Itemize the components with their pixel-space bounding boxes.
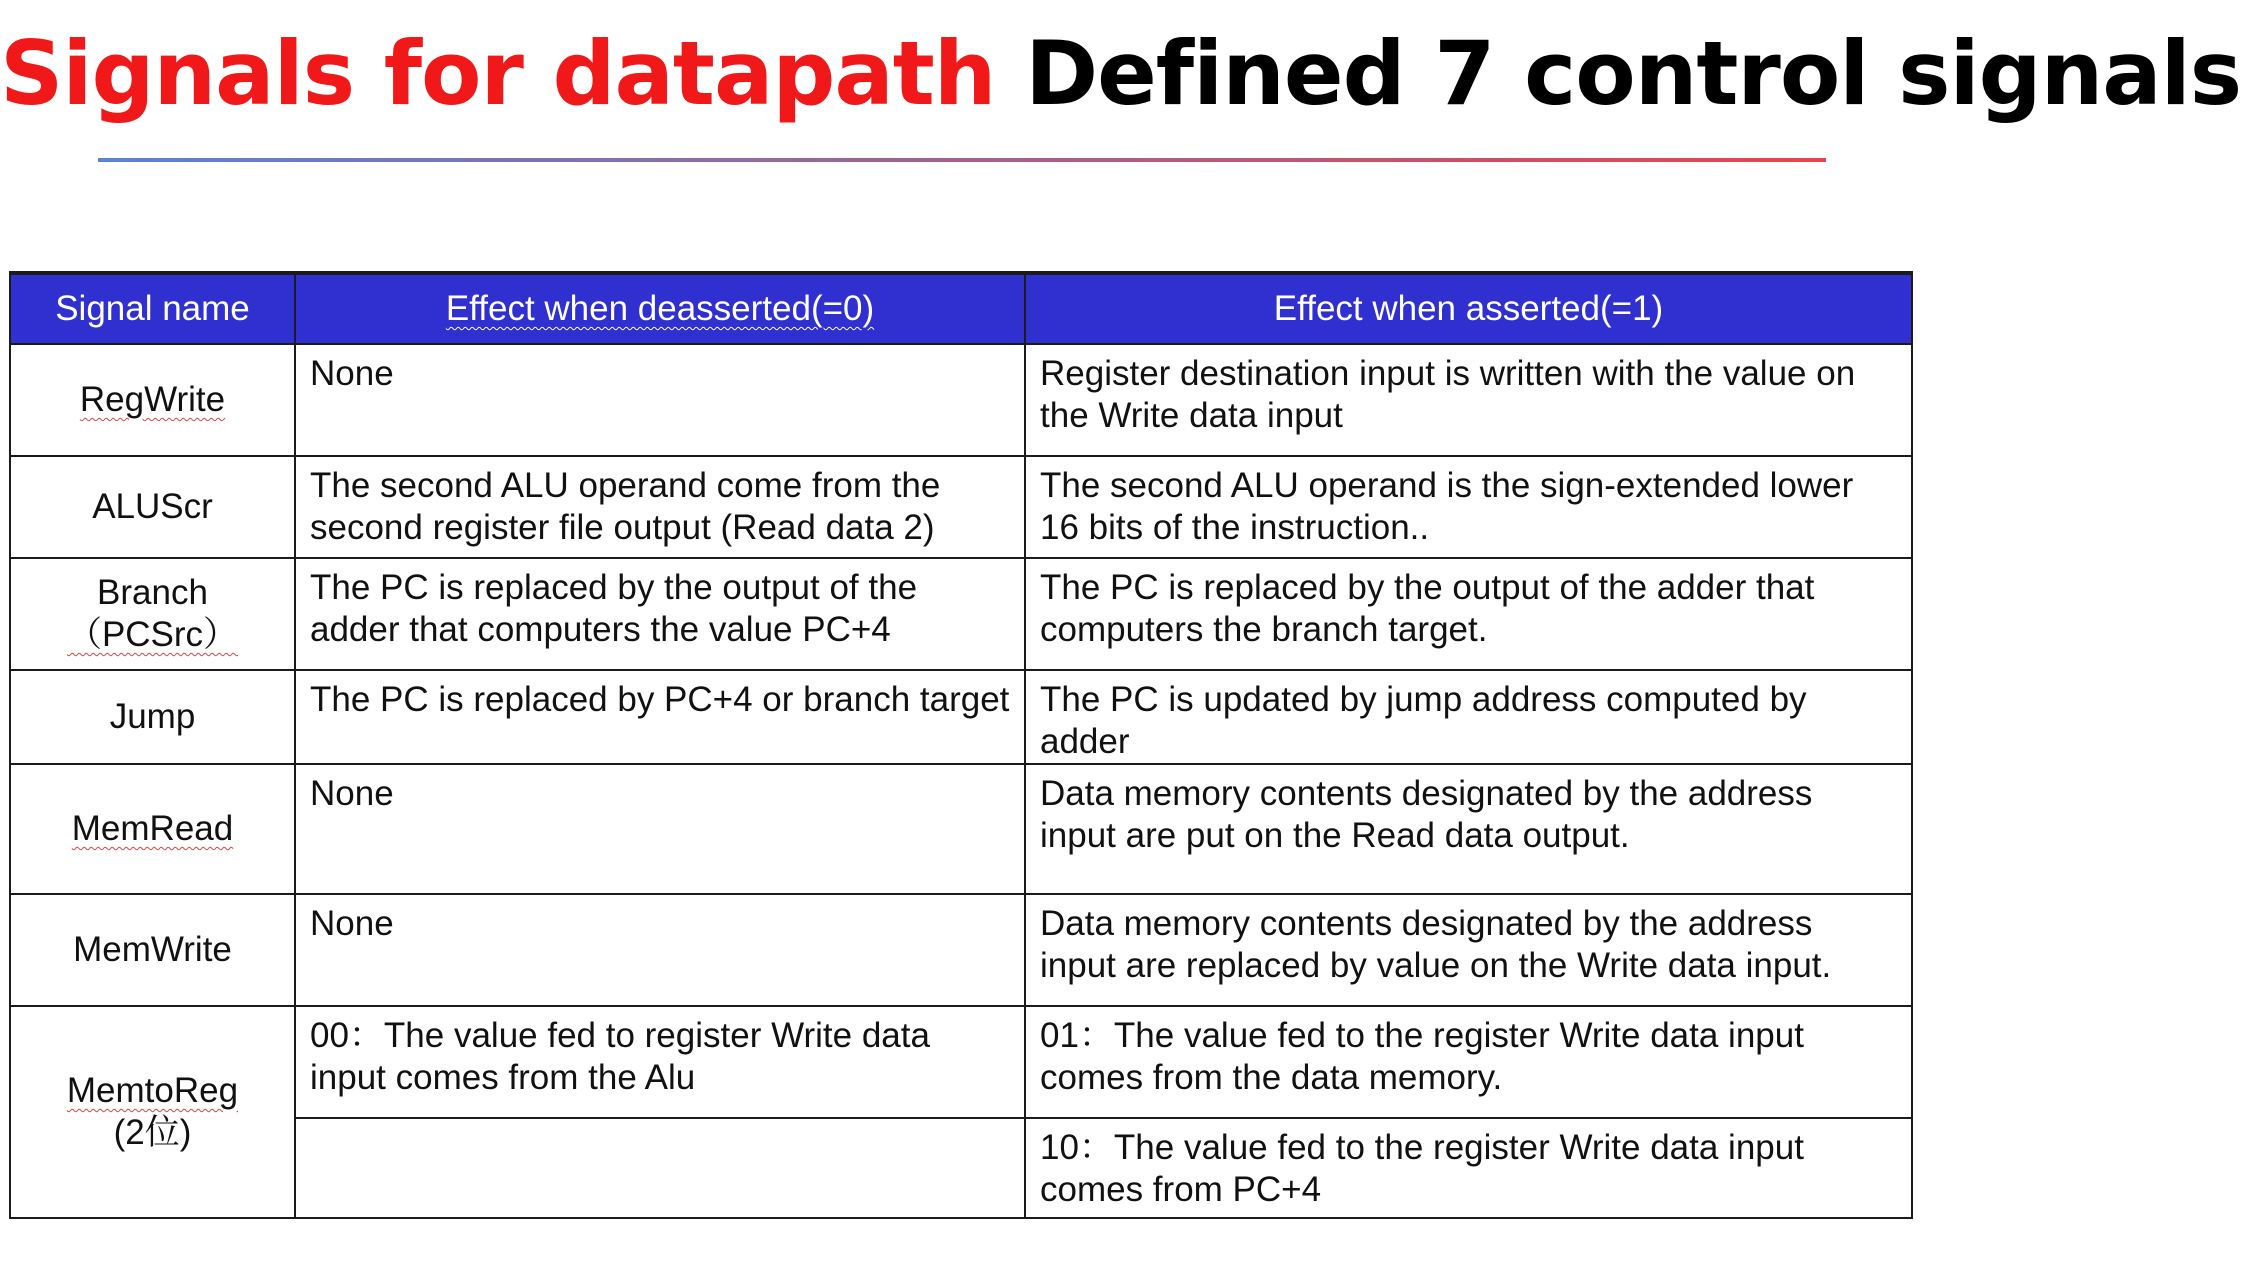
signal-name-cell (10, 344, 295, 456)
asserted-cell: The second ALU operand is the sign-extended lower 16 bits of the instruction.. (1025, 456, 1912, 558)
signal-name-alias (12, 614, 293, 656)
signal-name-cell (10, 764, 295, 894)
control-signals-table (9, 271, 1913, 1219)
title-main: Defined 7 control signals (1025, 22, 2241, 125)
signal-name-cell: ALUScr (10, 456, 295, 558)
table-row (10, 670, 1912, 764)
header-asserted: Effect when asserted(=1) (1025, 273, 1912, 344)
signal-name: MemRead (71, 809, 234, 848)
table-row (10, 894, 1912, 1006)
deasserted-cell: The PC is replaced by the output of the adder that computers the value PC+4 (295, 558, 1025, 670)
asserted-cell: The PC is updated by jump address computed by adder (1025, 670, 1912, 764)
signal-name-note: (2位) (113, 1113, 192, 1152)
signal-name-cell: Jump (10, 670, 295, 764)
slide-title (0, 22, 2241, 125)
header-deasserted (295, 273, 1025, 344)
header-deasserted-text: Effect when deasserted(=0) (445, 289, 875, 328)
deasserted-cell: The PC is replaced by PC+4 or branch target (295, 670, 1025, 764)
table-row (10, 764, 1912, 894)
asserted-cell: The PC is replaced by the output of the adder that computers the branch target. (1025, 558, 1912, 670)
deasserted-cell: None (295, 894, 1025, 1006)
table-row (10, 344, 1912, 456)
deasserted-cell: None (295, 764, 1025, 894)
deasserted-cell: The second ALU operand come from the second register file output (Read data 2) (295, 456, 1025, 558)
table-row (10, 1118, 1912, 1218)
header-signal-name: Signal name (10, 273, 295, 344)
asserted-cell: Data memory contents designated by the address input are replaced by value on the Write data input. (1025, 894, 1912, 1006)
deasserted-cell: 00：The value fed to register Write data input comes from the Alu (295, 1006, 1025, 1118)
asserted-cell: Register destination input is written with the value on the Write data input (1025, 344, 1912, 456)
signal-name: MemtoReg (66, 1071, 239, 1110)
table-row (10, 456, 1912, 558)
deasserted-cell: None (295, 344, 1025, 456)
table-row (10, 1006, 1912, 1118)
deasserted-cell-empty (295, 1118, 1025, 1218)
signal-name-cell (10, 1006, 295, 1218)
signal-name-cell: MemWrite (10, 894, 295, 1006)
signal-name: RegWrite (79, 380, 226, 419)
asserted-cell: 01：The value fed to the register Write data input comes from the data memory. (1025, 1006, 1912, 1118)
table-header-row (10, 273, 1912, 344)
signal-name-wrap (12, 1070, 293, 1112)
signal-name-alias-text: （PCSrc） (66, 615, 239, 654)
signal-name: Branch (97, 573, 208, 612)
table-row (10, 558, 1912, 670)
signal-name-cell (10, 558, 295, 670)
asserted-cell: 10：The value fed to the register Write data input comes from PC+4 (1025, 1118, 1912, 1218)
title-highlight: Signals for datapath (0, 22, 996, 125)
title-divider (98, 158, 1826, 162)
asserted-cell: Data memory contents designated by the address input are put on the Read data output. (1025, 764, 1912, 894)
